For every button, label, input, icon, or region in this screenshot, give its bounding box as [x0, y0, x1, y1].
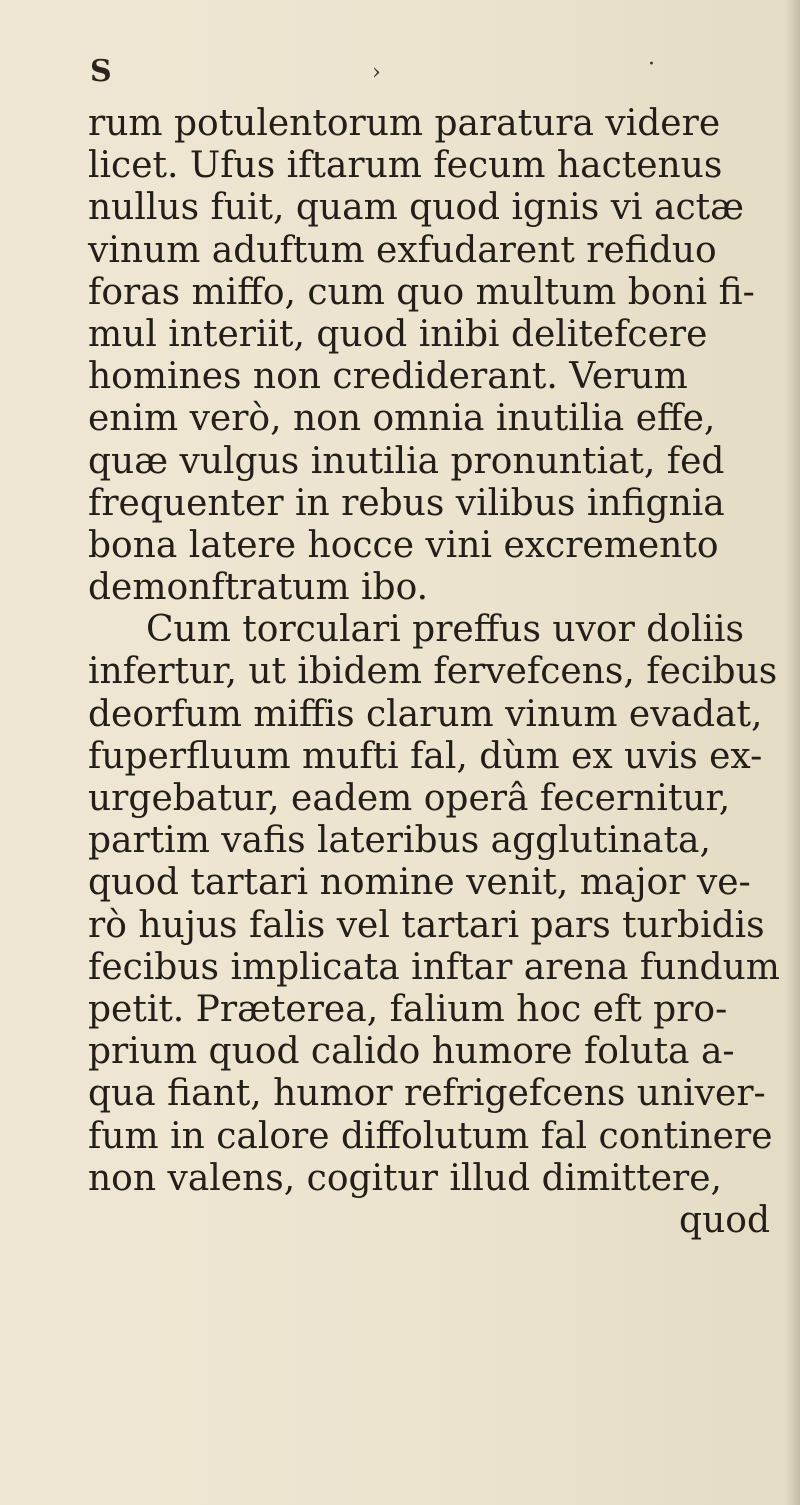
signature-mark: S: [90, 54, 112, 89]
text-line: urgebatur, eadem operâ fecernitur,: [88, 778, 731, 819]
print-mark-left: ›: [372, 60, 381, 85]
page-edge-shadow: [786, 0, 800, 1505]
text-line: enim verò, non omnia inutilia effe,: [88, 398, 716, 440]
text-line: fecibus implicata inftar arena fundum: [88, 946, 780, 988]
text-line: deorfum miffis clarum vinum evadat,: [88, 693, 763, 735]
catchword: quod: [679, 1199, 770, 1241]
text-line: petit. Præterea, falium hoc eft pro-: [88, 988, 728, 1030]
text-line: vinum aduftum exfudarent refiduo: [88, 229, 717, 271]
text-line: partim vafis lateribus agglutinata,: [88, 820, 711, 862]
text-line: quæ vulgus inutilia pronuntiat, fed: [88, 440, 725, 482]
text-line: licet. Ufus iftarum fecum hactenus: [88, 145, 723, 187]
text-line: nullus fuit, quam quod ignis vi actæ: [88, 187, 744, 229]
text-line: non valens, cogitur illud dimittere,: [88, 1157, 722, 1199]
paragraph-first-line: Cum torculari preffus uvor doliis: [146, 609, 744, 651]
text-line: foras miffo, cum quo multum boni fi-: [88, 271, 755, 313]
text-line: bona latere hocce vini excremento: [88, 524, 719, 566]
text-line: infertur, ut ibidem fervefcens, fecibus: [88, 651, 778, 693]
text-line: demonftratum ibo.: [88, 567, 429, 609]
text-line: fuperfluum mufti fal, dùm ex uvis ex-: [88, 735, 763, 777]
text-line: rò hujus falis vel tartari pars turbidis: [88, 904, 765, 946]
text-line: qua fiant, humor refrigefcens univer-: [88, 1073, 766, 1115]
text-line: mul interiit, quod inibi delitefcere: [88, 313, 708, 355]
text-line: prium quod calido humore foluta a-: [88, 1031, 735, 1073]
body-text: [88, 103, 788, 1242]
text-line: frequenter in rebus vilibus infignia: [88, 482, 725, 524]
text-line: quod tartari nomine venit, major ve-: [88, 862, 751, 904]
text-line: homines non crediderant. Verum: [88, 356, 688, 398]
text-line: rum potulentorum paratura videre: [88, 103, 721, 144]
text-line: fum in calore diffolutum fal continere: [88, 1115, 773, 1157]
print-mark-right: ·: [648, 52, 655, 77]
